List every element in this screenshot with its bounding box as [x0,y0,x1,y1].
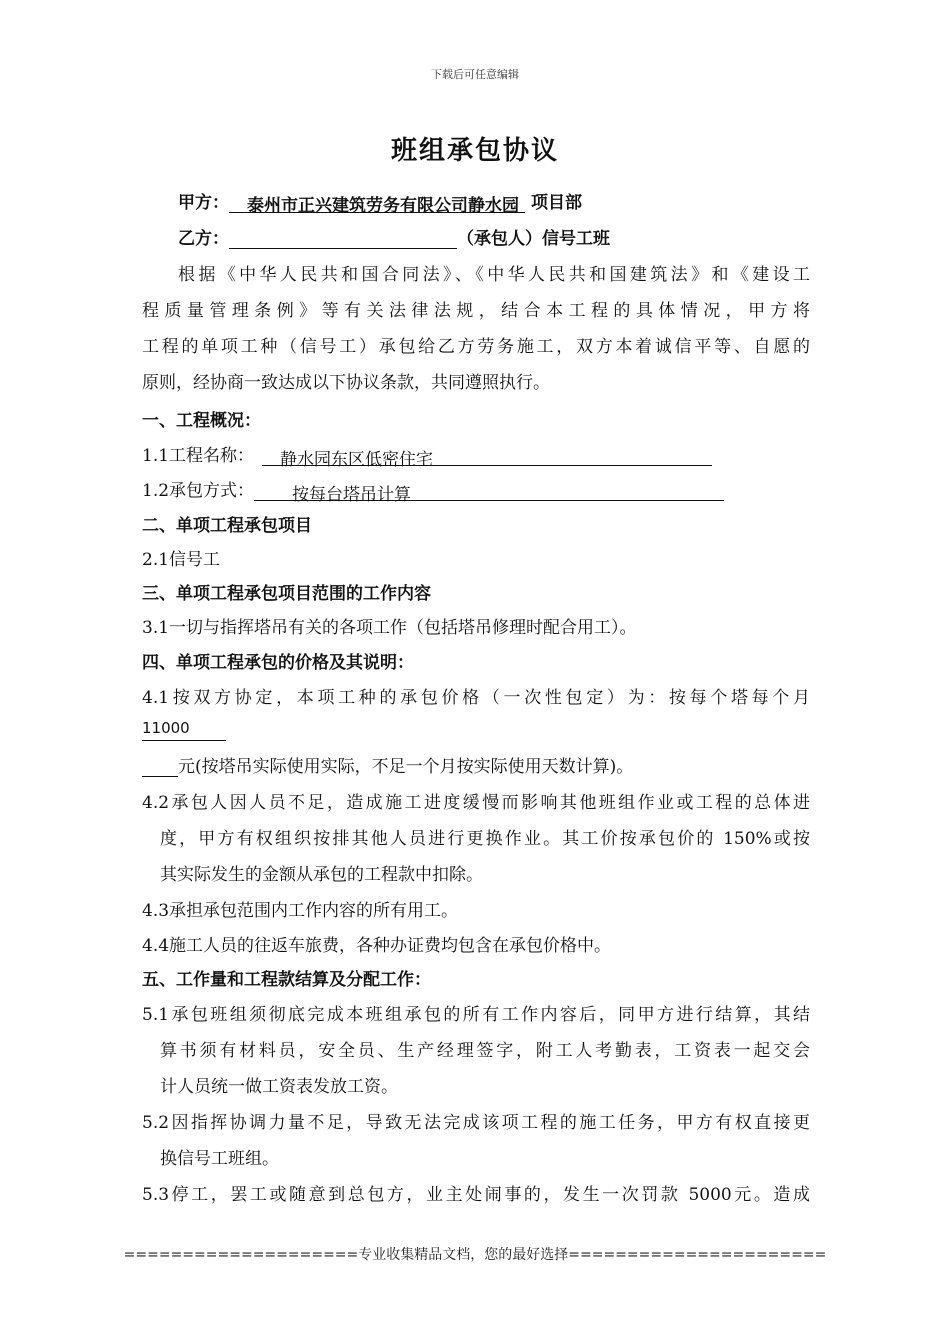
intro-line: 工程的单项工种（信号工）承包给乙方劳务施工，双方本着诚信平等、自愿的 [142,337,810,357]
price-blank [142,755,178,777]
footer-banner: ====================专业收集精品文档，您的最好选择====================== [123,1247,827,1263]
clause-4-2-line: 4.2承包人因人员不足，造成施工进度缓慢而影响其他班组作业或工程的总体进 [142,793,810,813]
section-5-heading: 五、工作量和工程款结算及分配工作： [142,970,431,990]
section-4-heading: 四、单项工程承包的价格及其说明： [142,653,414,673]
party-b-line [178,224,810,249]
price-line: 4.1按双方协定，本项工种的承包价格（一次性包定）为：按每个塔每个月 [142,688,810,708]
intro-line: 根据《中华人民共和国合同法》、《中华人民共和国建筑法》和《建设工 [178,265,810,285]
price-amount-row [142,719,810,741]
project-name-row [142,441,810,470]
header-note: 下载后可任意编辑 [431,68,519,81]
clause-5-1-line: 5.1承包班组须彻底完成本班组承包的所有工作内容后，同甲方进行结算，其结 [142,1005,810,1025]
clause-5-1-line: 计人员统一做工资表发放工资。 [160,1077,398,1097]
clause-4-3: 4.3承担承包范围内工作内容的所有用工。 [142,901,459,921]
project-name-value: 静水园东区低密住宅 [262,445,712,466]
contract-method-value: 按每台塔吊计算 [254,480,724,501]
project-name-label: 1.1工程名称： [142,446,255,466]
section-3-item: 3.1一切与指挥塔吊有关的各项工作（包括塔吊修理时配合用工）。 [142,618,637,638]
party-a-label: 甲方： [178,193,229,213]
price-note: 元(按塔吊实际使用实际，不足一个月按实际使用天数计算)。 [178,757,634,777]
clause-4-2-line: 其实际发生的金额从承包的工程款中扣除。 [160,865,483,885]
clause-5-2-line: 5.2因指挥协调力量不足，导致无法完成该项工程的施工任务，甲方有权直接更 [142,1113,810,1133]
clause-5-1-line: 算书须有材料员，安全员、生产经理签字，附工人考勤表，工资表一起交会 [160,1041,810,1061]
party-b-blank [229,227,457,249]
clause-4-4: 4.4施工人员的往返车旅费，各种办证费均包含在承包价格中。 [142,936,612,956]
price-note-row [142,752,810,777]
contract-method-label: 1.2承包方式： [142,481,255,501]
section-1-heading: 一、工程概况： [142,411,261,431]
clause-5-3-line: 5.3停工，罢工或随意到总包方，业主处闹事的，发生一次罚款 5000元。造成 [142,1185,810,1205]
intro-line: 程质量管理条例》等有关法律法规，结合本工程的具体情况，甲方将 [142,301,810,321]
clause-5-2-line: 换信号工班组。 [160,1149,279,1169]
party-b-suffix: （承包人）信号工班 [457,229,610,249]
party-a-name: 泰州市正兴建筑劳务有限公司静水园 [229,191,525,213]
section-2-item: 2.1信号工 [142,550,221,570]
contract-method-row [142,476,810,505]
section-3-heading: 三、单项工程承包项目范围的工作内容 [142,584,431,604]
party-a-suffix: 项目部 [531,193,582,213]
section-2-heading: 二、单项工程承包项目 [142,516,312,536]
party-b-label: 乙方： [178,229,229,249]
party-a-line [178,188,810,216]
intro-line: 原则，经协商一致达成以下协议条款，共同遵照执行。 [142,373,550,393]
document-title: 班组承包协议 [390,136,559,166]
clause-4-2-line: 度，甲方有权组织按排其他人员进行更换作业。其工价按承包价的 150%或按 [160,829,810,849]
price-amount: 11000 [142,719,226,741]
